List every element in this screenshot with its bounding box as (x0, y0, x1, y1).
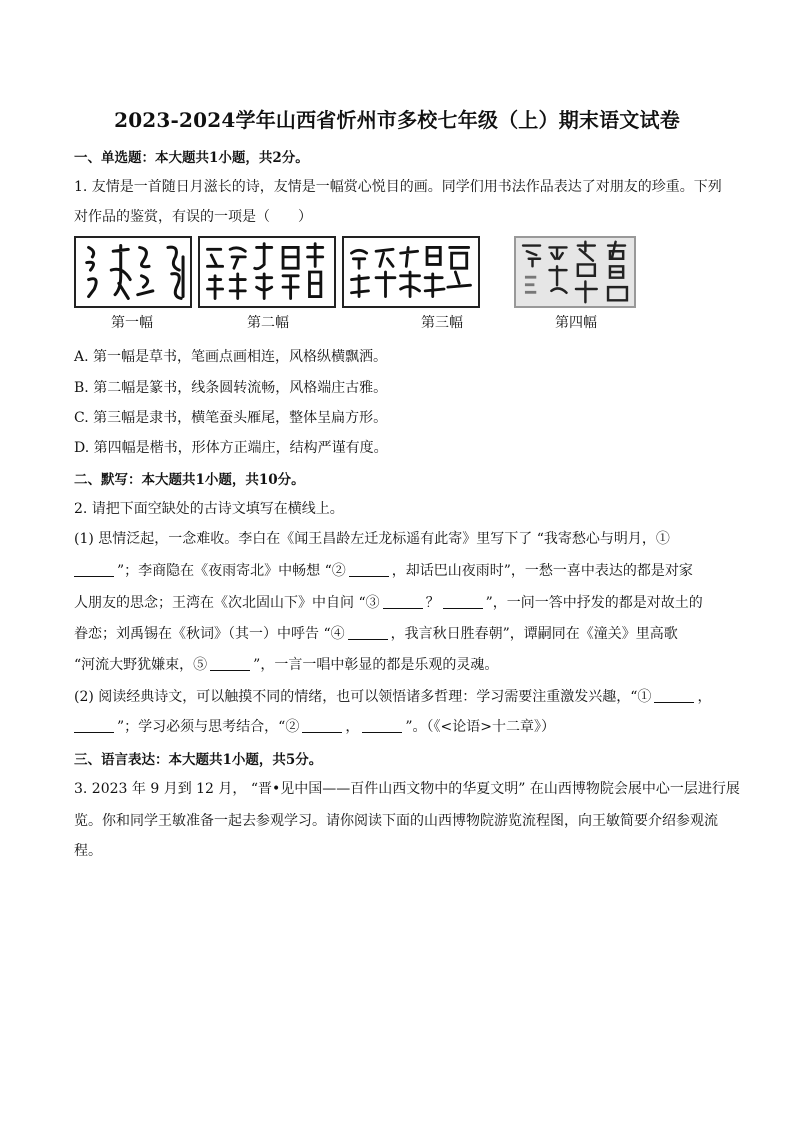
calligraphy-image-3 (342, 236, 480, 308)
q2-p1-line4 (74, 623, 678, 643)
q2-p2-line1-a: (2) 阅读经典诗文，可以触摸不同的情绪，也可以领悟诸多哲理：学习需要注重激发兴趣，“① (74, 689, 652, 705)
answer-blank[interactable] (210, 656, 250, 671)
caption-3: 第三幅 (421, 315, 463, 331)
section-1-heading: 一、单选题：本大题共1小题，共2分。 (74, 150, 309, 166)
page-title: 2023-2024学年山西省忻州市多校七年级（上）期末语文试卷 (114, 108, 680, 132)
q1-option-d: D. 第四幅是楷书，形体方正端庄，结构严谨有度。 (74, 440, 388, 456)
q3-line2: 览。你和同学王敏准备一起去参观学习。请你阅读下面的山西博物院游览流程图，向王敏简要介绍参观流 (74, 813, 718, 829)
cursive-calligraphy-drawing (76, 238, 190, 306)
q2-p1-line4-b: ，我言秋日胜春朝”，谭嗣同在《潼关》里高歌 (390, 626, 678, 642)
q2-p1-line2-b: ，却话巴山夜雨时”，一愁一喜中表达的都是对家 (391, 563, 693, 579)
regular-script-calligraphy-drawing (516, 238, 634, 306)
answer-blank[interactable] (349, 562, 389, 577)
q1-option-b: B. 第二幅是篆书，线条圆转流畅，风格端庄古雅。 (74, 380, 388, 396)
q2-p2-line2-c: ”。（《<论语>十二章》） (405, 719, 555, 735)
q2-p1-line5-b: ”，一言一唱中彰显的都是乐观的灵魂。 (253, 657, 499, 673)
answer-blank[interactable] (383, 594, 423, 609)
q2-p1-line3-b: ？ (425, 595, 440, 611)
q2-p1-line1: (1) 思情泛起，一念难收。李白在《闻王昌龄左迁龙标遥有此寄》里写下了 “我寄愁心与明月，① (74, 531, 670, 547)
q2-p2-line2-a: ”；学习必须与思考结合，“② (117, 719, 300, 735)
q3-line3: 程。 (74, 843, 102, 859)
q2-p2-line2 (74, 716, 555, 736)
q3-line1: 3. 2023 年 9 月到 12 月， “晋•见中国——百件山西文物中的华夏文明” 在山西博物院会展中心一层进行展 (74, 781, 740, 797)
answer-blank[interactable] (348, 625, 388, 640)
q2-p1-line3-a: 人朋友的思念；王湾在《次北固山下》中自问 “③ (74, 595, 380, 611)
q2-p1-line3-c: ”，一问一答中抒发的都是对故土的 (485, 595, 703, 611)
q2-p2-line2-b: ， (345, 719, 360, 735)
q2-p1-line3 (74, 592, 703, 612)
q2-p2-line1-b: ， (697, 689, 712, 705)
q1-stem-line2: 对作品的鉴赏，有误的一项是（ ） (74, 209, 312, 225)
caption-4: 第四幅 (555, 315, 597, 331)
q1-stem-line1: 1. 友情是一首随日月滋长的诗，友情是一幅赏心悦目的画。同学们用书法作品表达了对朋友的珍重。下列 (74, 179, 722, 195)
clerical-calligraphy-drawing (344, 238, 478, 306)
answer-blank[interactable] (654, 688, 694, 703)
answer-blank[interactable] (74, 718, 114, 733)
q2-intro: 2. 请把下面空缺处的古诗文填写在横线上。 (74, 501, 344, 517)
caption-2: 第二幅 (247, 315, 289, 331)
q1-option-a: A. 第一幅是草书，笔画点画相连，风格纵横飘洒。 (74, 349, 388, 365)
answer-blank[interactable] (443, 594, 483, 609)
q1-option-c: C. 第三幅是隶书，横笔蚕头雁尾，整体呈扁方形。 (74, 410, 388, 426)
section-2-heading: 二、默写：本大题共1小题，共10分。 (74, 472, 305, 488)
q2-p2-line1 (74, 686, 711, 706)
calligraphy-image-1 (74, 236, 192, 308)
calligraphy-image-4 (514, 236, 636, 308)
answer-blank[interactable] (362, 718, 402, 733)
q2-p1-line2 (74, 560, 693, 580)
q2-p1-line2-a: ”；李商隐在《夜雨寄北》中畅想 “② (117, 563, 346, 579)
seal-calligraphy-drawing (200, 238, 334, 306)
answer-blank[interactable] (302, 718, 342, 733)
answer-blank[interactable] (74, 562, 114, 577)
calligraphy-image-2 (198, 236, 336, 308)
caption-1: 第一幅 (111, 315, 153, 331)
q2-p1-line5 (74, 654, 498, 674)
q2-p1-line5-a: “河流大野犹嫌束，⑤ (74, 657, 208, 673)
section-3-heading: 三、语言表达：本大题共1小题，共5分。 (74, 752, 323, 768)
q2-p1-line4-a: 眷恋；刘禹锡在《秋词》（其一）中呼告 “④ (74, 626, 345, 642)
calligraphy-images (74, 236, 636, 331)
